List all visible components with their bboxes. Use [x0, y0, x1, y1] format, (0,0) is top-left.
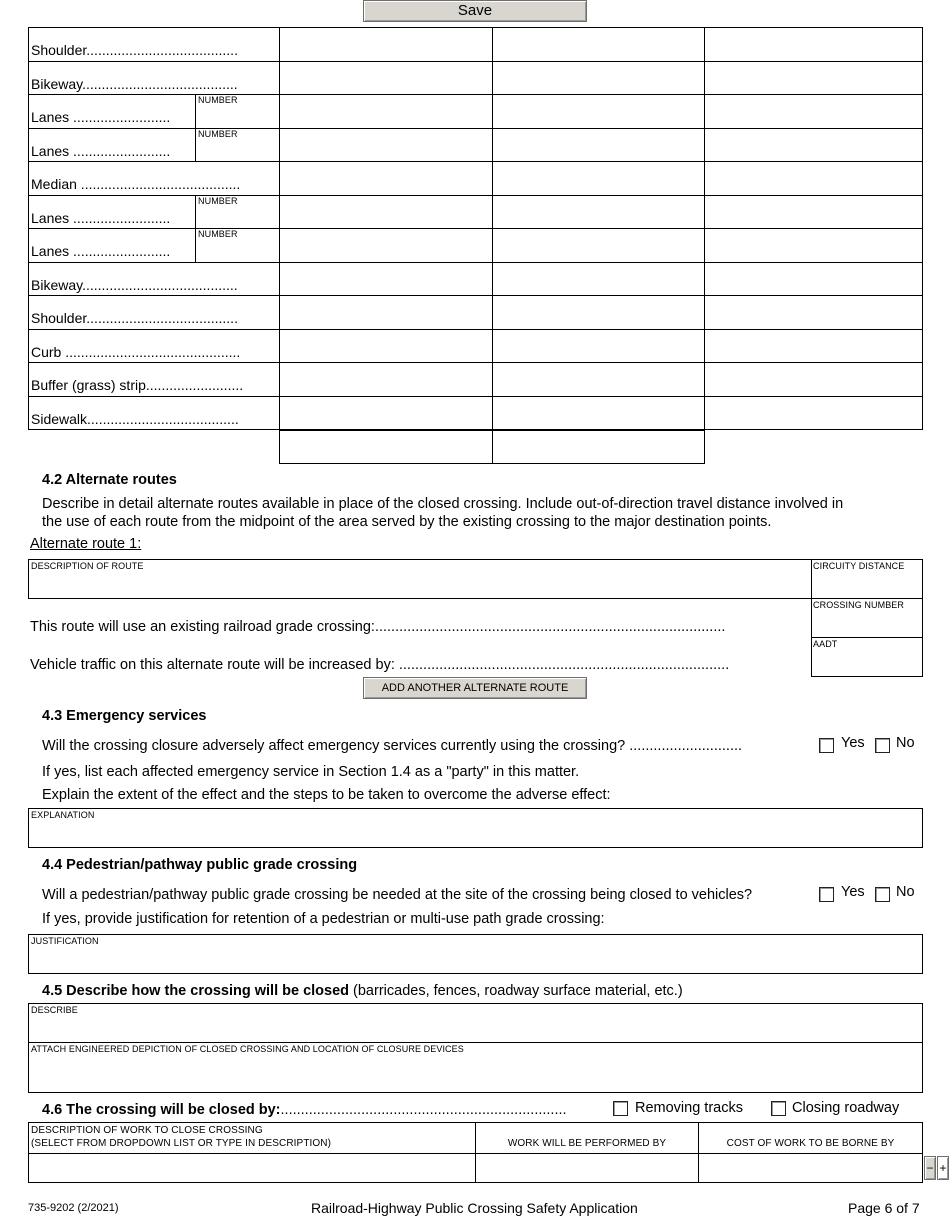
width-row-label: Lanes .........................: [31, 143, 171, 159]
emergency-no-checkbox[interactable]: [875, 738, 890, 753]
width-cell-2[interactable]: [492, 195, 705, 229]
route-description-field[interactable]: [28, 559, 812, 599]
width-cell-1[interactable]: [279, 94, 493, 129]
width-cell-3[interactable]: [704, 94, 923, 129]
width-cell-3[interactable]: [704, 27, 923, 62]
pedestrian-yes-label: Yes: [841, 884, 865, 900]
width-cell-2[interactable]: [492, 161, 705, 196]
width-cell-1[interactable]: [279, 262, 493, 296]
width-cell-3[interactable]: [704, 228, 923, 263]
section-4-6-leader: .......................................................................: [280, 1102, 567, 1118]
width-row-label: Bikeway........................................: [31, 277, 238, 293]
form-number: 735-9202 (2/2021): [28, 1202, 119, 1214]
aadt-label: AADT: [813, 639, 838, 649]
width-cell-3[interactable]: [704, 396, 923, 430]
width-cell-1[interactable]: [279, 195, 493, 229]
justification-field[interactable]: [28, 934, 923, 974]
add-row-button[interactable]: +: [937, 1156, 949, 1180]
section-4-3-heading: 4.3 Emergency services: [42, 708, 207, 724]
section-4-5-heading: [42, 983, 683, 999]
width-row-label: Lanes .........................: [31, 109, 171, 125]
add-alternate-route-button[interactable]: ADD ANOTHER ALTERNATE ROUTE: [363, 677, 587, 699]
width-cell-3[interactable]: [704, 195, 923, 229]
emergency-question: Will the crossing closure adversely affect emergency services currently using the crossing? ............................: [42, 738, 743, 754]
section-4-2-desc: the use of each route from the midpoint of the area served by the existing crossing to the major destination points.: [42, 514, 772, 530]
width-cell-1[interactable]: [279, 295, 493, 330]
width-cell-2[interactable]: [492, 94, 705, 129]
work-cost-input[interactable]: [698, 1153, 923, 1183]
width-cell-1[interactable]: [279, 228, 493, 263]
closing-roadway-label: Closing roadway: [792, 1100, 900, 1116]
remove-row-button[interactable]: −: [924, 1156, 936, 1180]
width-cell-2[interactable]: [492, 329, 705, 363]
width-cell-1[interactable]: [279, 27, 493, 62]
width-cell-2[interactable]: [492, 27, 705, 62]
width-cell-3[interactable]: [704, 161, 923, 196]
vehicle-traffic-text: Vehicle traffic on this alternate route will be increased by: ..................................................................................: [30, 657, 730, 673]
page-number: Page 6 of 7: [848, 1200, 920, 1216]
emergency-no-label: No: [896, 735, 915, 751]
attach-depiction-label: ATTACH ENGINEERED DEPICTION OF CLOSED CROSSING AND LOCATION OF CLOSURE DEVICES: [31, 1044, 464, 1054]
width-cell-2[interactable]: [492, 396, 705, 430]
width-row-label: Lanes .........................: [31, 210, 171, 226]
pedestrian-question: Will a pedestrian/pathway public grade crossing be needed at the site of the crossing being closed to vehicles?: [42, 887, 753, 903]
lanes-number-label: NUMBER: [198, 95, 238, 105]
extra-row-cell[interactable]: [492, 430, 705, 464]
work-description-input[interactable]: [28, 1153, 476, 1183]
work-header-description-line1: DESCRIPTION OF WORK TO CLOSE CROSSING: [31, 1125, 263, 1136]
closing-roadway-checkbox[interactable]: [771, 1101, 786, 1116]
justification-label: JUSTIFICATION: [31, 936, 99, 946]
width-cell-1[interactable]: [279, 329, 493, 363]
emergency-line2: If yes, list each affected emergency service in Section 1.4 as a "party" in this matter.: [42, 764, 580, 780]
width-cell-2[interactable]: [492, 362, 705, 397]
section-4-4-heading: 4.4 Pedestrian/pathway public grade crossing: [42, 857, 358, 873]
emergency-yes-checkbox[interactable]: [819, 738, 834, 753]
emergency-yes-label: Yes: [841, 735, 865, 751]
work-header-description-line2: (SELECT FROM DROPDOWN LIST OR TYPE IN DESCRIPTION): [31, 1138, 332, 1149]
width-cell-1[interactable]: [279, 396, 493, 430]
section-4-6-heading: [42, 1102, 612, 1118]
explanation-field[interactable]: [28, 808, 923, 848]
work-performed-by-input[interactable]: [475, 1153, 699, 1183]
width-cell-3[interactable]: [704, 128, 923, 162]
circuity-distance-label: CIRCUITY DISTANCE: [813, 561, 905, 571]
width-row-label: Bikeway........................................: [31, 76, 238, 92]
pedestrian-no-label: No: [896, 884, 915, 900]
describe-label: DESCRIBE: [31, 1005, 78, 1015]
section-4-6-title: 4.6 The crossing will be closed by:: [42, 1102, 281, 1118]
form-title: Railroad-Highway Public Crossing Safety Application: [311, 1200, 638, 1216]
width-row-label: Curb .............................................: [31, 344, 241, 360]
pedestrian-line2: If yes, provide justification for retention of a pedestrian or multi-use path grade crossing:: [42, 911, 605, 927]
work-header-cost-label: COST OF WORK TO BE BORNE BY: [726, 1138, 895, 1149]
width-row-label: Buffer (grass) strip.........................: [31, 377, 244, 393]
section-4-2-heading: 4.2 Alternate routes: [42, 472, 177, 488]
lanes-number-label: NUMBER: [198, 196, 238, 206]
describe-field[interactable]: [28, 1003, 923, 1043]
width-cell-3[interactable]: [704, 61, 923, 95]
width-row-label: Lanes .........................: [31, 243, 171, 259]
pedestrian-no-checkbox[interactable]: [875, 887, 890, 902]
removing-tracks-checkbox[interactable]: [613, 1101, 628, 1116]
existing-crossing-text: This route will use an existing railroad grade crossing:.......................................................................................: [30, 619, 726, 635]
width-row-label: Shoulder.......................................: [31, 42, 238, 58]
extra-row-cell[interactable]: [279, 430, 493, 464]
work-header-performed-by-label: WORK WILL BE PERFORMED BY: [507, 1138, 667, 1149]
width-cell-2[interactable]: [492, 61, 705, 95]
width-cell-2[interactable]: [492, 262, 705, 296]
width-cell-2[interactable]: [492, 128, 705, 162]
width-row-label: Sidewalk.......................................: [31, 411, 239, 427]
explanation-label: EXPLANATION: [31, 810, 95, 820]
width-cell-1[interactable]: [279, 128, 493, 162]
section-4-5-note: (barricades, fences, roadway surface material, etc.): [349, 983, 683, 999]
width-cell-3[interactable]: [704, 362, 923, 397]
width-cell-1[interactable]: [279, 362, 493, 397]
pedestrian-yes-checkbox[interactable]: [819, 887, 834, 902]
width-row-label: Median .........................................: [31, 176, 241, 192]
width-cell-2[interactable]: [492, 228, 705, 263]
section-4-5-title: 4.5 Describe how the crossing will be closed: [42, 983, 350, 999]
removing-tracks-label: Removing tracks: [635, 1100, 743, 1116]
section-4-2-desc: Describe in detail alternate routes available in place of the closed crossing. Include out-of-direction travel distance involved in: [42, 496, 844, 512]
crossing-number-label: CROSSING NUMBER: [813, 600, 905, 610]
width-cell-2[interactable]: [492, 295, 705, 330]
lanes-number-label: NUMBER: [198, 229, 238, 239]
width-cell-3[interactable]: [704, 295, 923, 330]
width-cell-3[interactable]: [704, 262, 923, 296]
emergency-line3: Explain the extent of the effect and the steps to be taken to overcome the adverse effect:: [42, 787, 611, 803]
width-cell-3[interactable]: [704, 329, 923, 363]
alternate-route-title: Alternate route 1:: [30, 536, 142, 552]
width-row-label: Shoulder.......................................: [31, 310, 238, 326]
width-cell-1[interactable]: [279, 61, 493, 95]
route-description-label: DESCRIPTION OF ROUTE: [31, 561, 144, 571]
width-cell-1[interactable]: [279, 161, 493, 196]
lanes-number-label: NUMBER: [198, 129, 238, 139]
save-button[interactable]: Save: [363, 0, 587, 22]
